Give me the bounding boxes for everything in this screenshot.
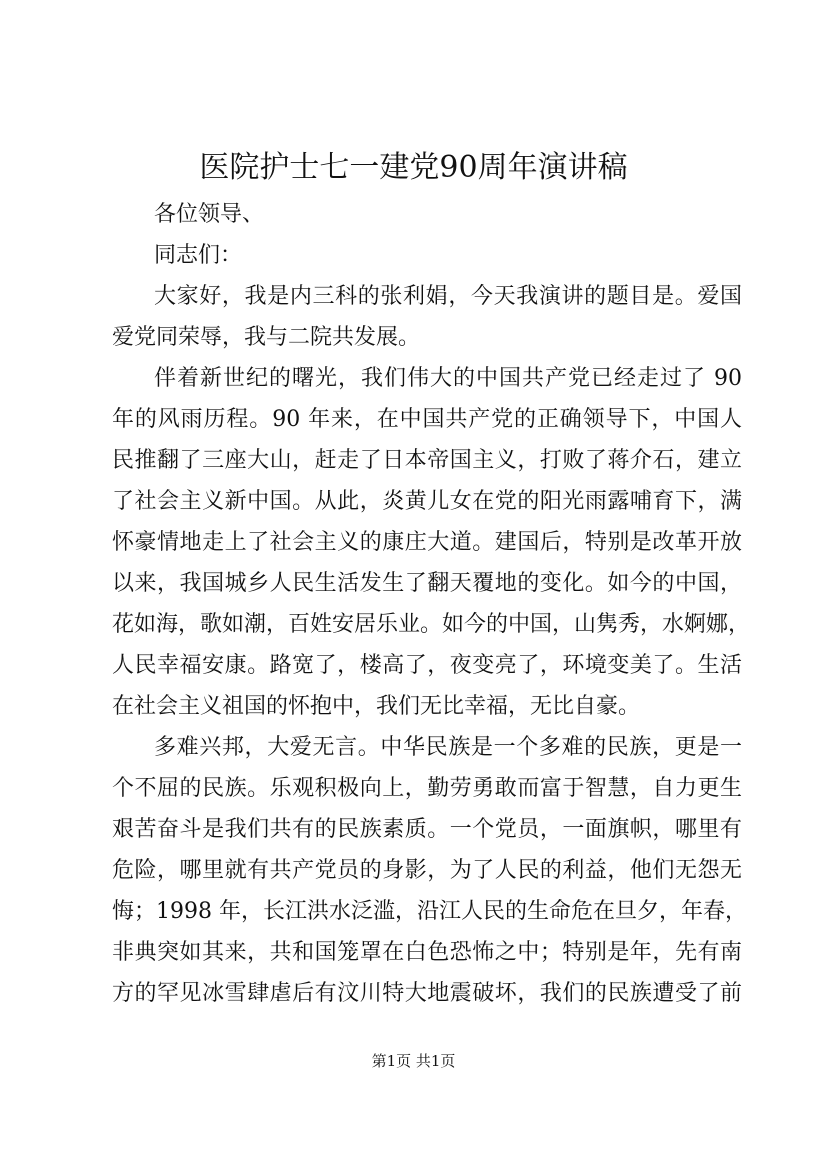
text-line: 伴着新世纪的曙光，我们伟大的中国共产党已经走过了 90: [154, 366, 742, 391]
text-line: 方的罕见冰雪肆虐后有汶川特大地震破坏，我们的民族遭受了前: [112, 981, 742, 1006]
text-line: 花如海，歌如潮，百姓安居乐业。如今的中国，山隽秀，水婀娜，: [112, 612, 751, 637]
text-line: 悔；1998 年，长江洪水泛滥，沿江人民的生命危在旦夕，年春，: [112, 899, 747, 924]
text-line: 同志们：: [154, 243, 243, 268]
document-body: [112, 194, 751, 1014]
text-line: 多难兴邦，大爱无言。中华民族是一个多难的民族，更是一: [154, 735, 742, 760]
document-title: 医院护士七一建党90周年演讲稿: [199, 150, 628, 185]
text-line: 年的风雨历程。90 年来，在中国共产党的正确领导下，中国人: [112, 407, 742, 432]
text-line: 怀豪情地走上了社会主义的康庄大道。建国后，特别是改革开放: [112, 530, 742, 555]
text-line: 个不屈的民族。乐观积极向上，勤劳勇敢而富于智慧，自力更生: [112, 776, 742, 801]
text-line: 各位领导、: [154, 202, 265, 227]
text-line: 大家好，我是内三科的张利娟，今天我演讲的题目是。爱国: [154, 284, 742, 309]
text-line: 爱党同荣辱，我与二院共发展。: [112, 325, 421, 350]
text-line: 非典突如其来，共和国笼罩在白色恐怖之中；特别是年，先有南: [112, 940, 742, 965]
text-line: 人民幸福安康。路宽了，楼高了，夜变亮了，环境变美了。生活: [112, 653, 742, 678]
text-line: 艰苦奋斗是我们共有的民族素质。一个党员，一面旗帜，哪里有: [112, 817, 742, 842]
text-line: 民推翻了三座大山，赶走了日本帝国主义，打败了蒋介石，建立: [112, 448, 742, 473]
text-line: 在社会主义祖国的怀抱中，我们无比幸福，无比自豪。: [112, 694, 641, 719]
page-footer: 第1页 共1页: [371, 1052, 456, 1070]
text-line: 了社会主义新中国。从此，炎黄儿女在党的阳光雨露哺育下，满: [112, 489, 742, 514]
text-line: 危险，哪里就有共产党员的身影，为了人民的利益，他们无怨无: [112, 858, 742, 883]
text-line: 以来，我国城乡人民生活发生了翻天覆地的变化。如今的中国，: [112, 571, 742, 596]
